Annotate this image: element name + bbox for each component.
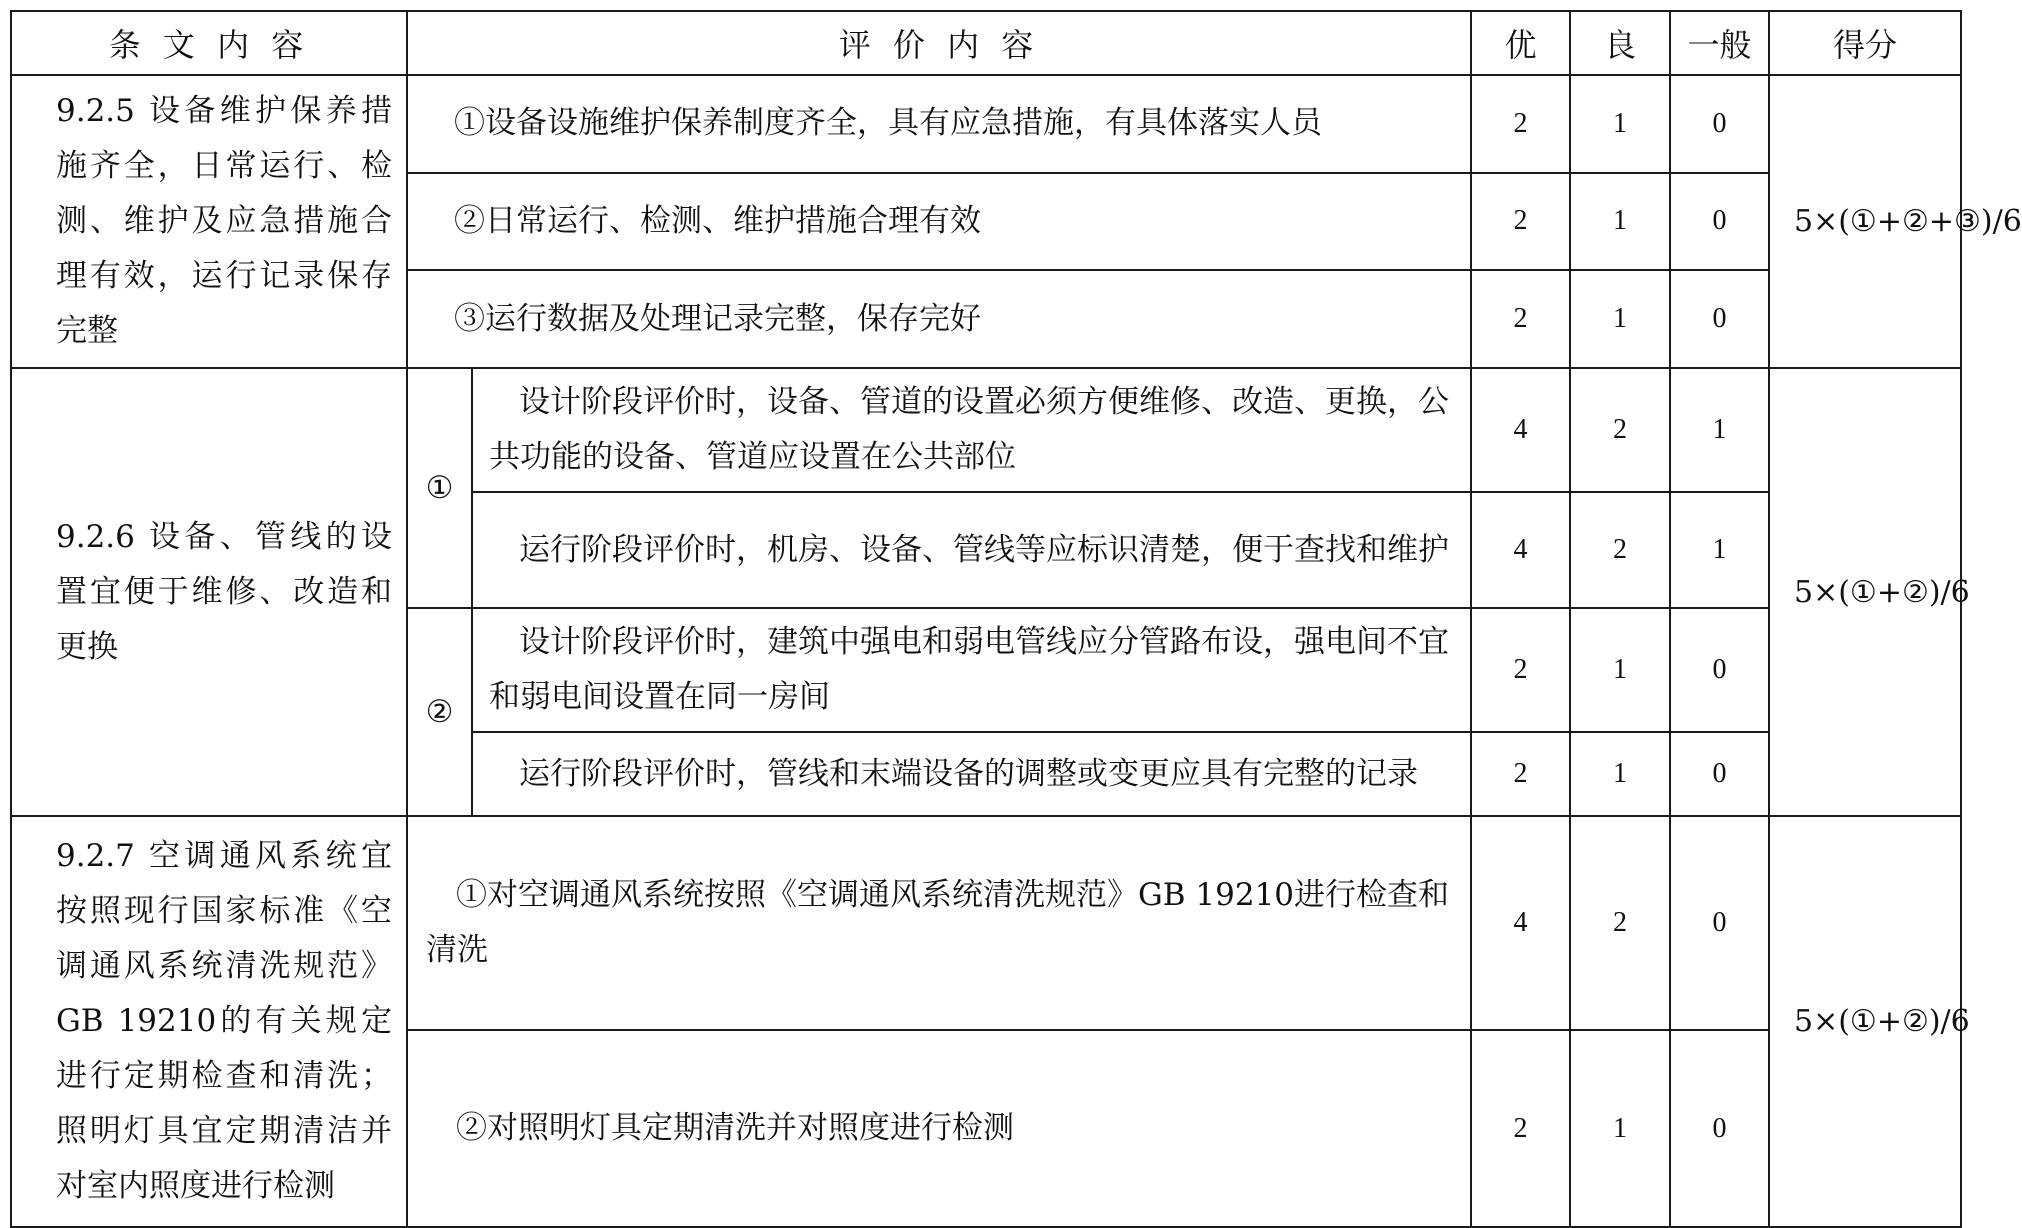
criterion-text: ②对照明灯具定期清洗并对照度进行检测 xyxy=(407,1030,1471,1227)
score-average: 0 xyxy=(1670,75,1769,173)
score-average: 1 xyxy=(1670,492,1769,608)
criterion-text: ①设备设施维护保养制度齐全，具有应急措施，有具体落实人员 xyxy=(407,75,1471,173)
total-formula-text: 5×(①+②+③)/6 xyxy=(1794,204,2022,239)
total-formula-text: 5×(①+②)/6 xyxy=(1794,574,1970,610)
score-good: 1 xyxy=(1570,1030,1670,1227)
criterion-text: ③运行数据及处理记录完整，保存完好 xyxy=(407,270,1471,368)
score-average: 0 xyxy=(1670,173,1769,271)
group-marker: ② xyxy=(407,608,472,816)
score-excellent: 2 xyxy=(1471,732,1570,816)
score-good: 2 xyxy=(1570,368,1670,492)
score-average: 0 xyxy=(1670,1030,1769,1227)
score-excellent: 2 xyxy=(1471,75,1570,173)
clause-9-2-6 xyxy=(11,368,407,816)
score-good: 1 xyxy=(1570,608,1670,732)
score-good: 1 xyxy=(1570,270,1670,368)
table-row xyxy=(11,816,1961,1030)
clause-9-2-5 xyxy=(11,75,407,368)
criterion-text: ②日常运行、检测、维护措施合理有效 xyxy=(407,173,1471,271)
score-average: 0 xyxy=(1670,732,1769,816)
table-row xyxy=(11,75,1961,173)
score-good: 2 xyxy=(1570,816,1670,1030)
score-excellent: 2 xyxy=(1471,1030,1570,1227)
header-content: 评 价 内 容 xyxy=(407,11,1471,75)
header-clause: 条 文 内 容 xyxy=(11,11,407,75)
header-row xyxy=(11,11,1961,75)
score-excellent: 4 xyxy=(1471,492,1570,608)
total-formula xyxy=(1769,75,2022,368)
total-formula-text: 5×(①+②)/6 xyxy=(1794,1004,1970,1039)
score-excellent: 2 xyxy=(1471,173,1570,271)
criterion-text: 设计阶段评价时，建筑中强电和弱电管线应分管路布设，强电间不宜和弱电间设置在同一房间 xyxy=(472,608,1471,732)
score-excellent: 4 xyxy=(1471,368,1570,492)
group-marker: ① xyxy=(407,368,472,608)
score-good: 2 xyxy=(1570,492,1670,608)
criterion-text: 运行阶段评价时，管线和末端设备的调整或变更应具有完整的记录 xyxy=(472,732,1471,816)
clause-9-2-7 xyxy=(11,816,407,1227)
score-good: 1 xyxy=(1570,75,1670,173)
score-average: 0 xyxy=(1670,608,1769,732)
score-excellent: 2 xyxy=(1471,270,1570,368)
table-row xyxy=(11,368,1961,492)
clause-text: 9.2.7 空调通风系统宜按照现行国家标准《空调通风系统清洗规范》GB 19210的有关规定进行定期检查和清洗；照明灯具宜定期清洁并对室内照度进行检测 xyxy=(56,838,392,1204)
header-excellent: 优 xyxy=(1471,11,1570,75)
score-average: 0 xyxy=(1670,816,1769,1030)
total-formula xyxy=(1769,816,1970,1227)
criterion-text: 设计阶段评价时，设备、管道的设置必须方便维修、改造、更换，公共功能的设备、管道应设置在公共部位 xyxy=(472,368,1471,492)
score-good: 1 xyxy=(1570,732,1670,816)
score-average: 0 xyxy=(1670,270,1769,368)
evaluation-table xyxy=(10,10,2022,1228)
clause-text: 9.2.6 设备、管线的设置宜便于维修、改造和更换 xyxy=(56,518,392,665)
score-average: 1 xyxy=(1670,368,1769,492)
score-excellent: 4 xyxy=(1471,816,1570,1030)
score-excellent: 2 xyxy=(1471,608,1570,732)
criterion-text: ①对空调通风系统按照《空调通风系统清洗规范》GB 19210进行检查和清洗 xyxy=(407,816,1471,1030)
clause-text: 9.2.5 设备维护保养措施齐全，日常运行、检测、维护及应急措施合理有效，运行记录保存完整 xyxy=(56,93,392,349)
total-formula xyxy=(1769,368,1970,816)
header-total: 得分 xyxy=(1769,11,1961,75)
header-average: 一般 xyxy=(1670,11,1769,75)
criterion-text: 运行阶段评价时，机房、设备、管线等应标识清楚，便于查找和维护 xyxy=(472,492,1471,608)
score-good: 1 xyxy=(1570,173,1670,271)
header-good: 良 xyxy=(1570,11,1670,75)
